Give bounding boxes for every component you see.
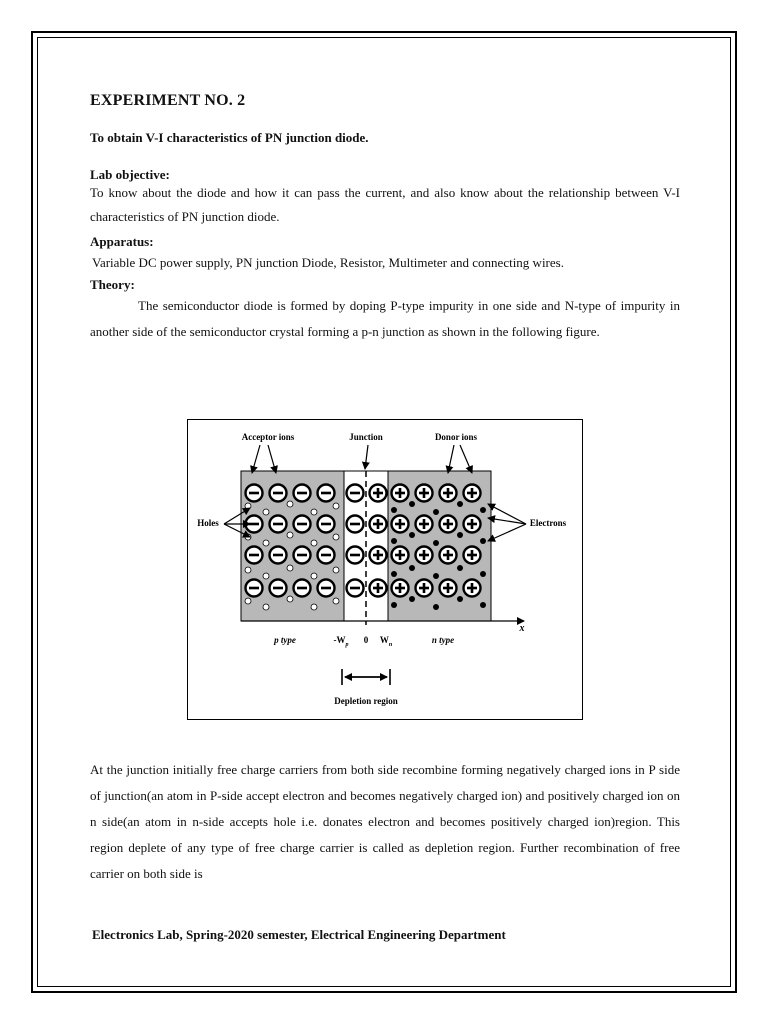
apparatus-text: Variable DC power supply, PN junction Diode, Resistor, Multimeter and connecting wires.	[92, 255, 564, 270]
depletion-acceptor-ion	[347, 516, 364, 533]
page-title: EXPERIMENT NO. 2	[90, 92, 246, 109]
acceptor-ion	[246, 485, 263, 502]
donor-ion	[416, 485, 433, 502]
electron	[480, 602, 486, 608]
hole	[263, 540, 269, 546]
p-type-label: p type	[274, 635, 296, 645]
electrons-arrow-3	[488, 524, 526, 541]
acceptor-ion	[294, 516, 311, 533]
acceptor-ion	[318, 580, 335, 597]
hole	[287, 565, 293, 571]
theory-paragraph-2: At the junction initially free charge carriers from both side recombine forming negatively charged ions in P side of junction(an atom in P-side accept electron and becomes negatively charged ion) and positively charged ion on n side(an atom in n-side accepts hole i.e. donates electron and becomes positively charged ion)region. This region deplete of any type of free charge carrier is called as depletion region. Further recombination of free carrier on both side is	[90, 762, 680, 881]
wn-label: $W_n$	[379, 635, 393, 648]
holes-label: Holes	[197, 518, 219, 528]
pn-junction-figure	[187, 419, 583, 720]
acceptor-ion	[270, 580, 287, 597]
acceptor-ions-label: Acceptor ions	[241, 432, 295, 442]
acceptor-ion	[318, 516, 335, 533]
hole	[311, 604, 317, 610]
electron	[480, 538, 486, 544]
acceptor-ion	[270, 516, 287, 533]
lab-objective-text: To know about the diode and how it can pass the current, and also know about the relationship between V-I characteristics of PN junction diode.	[90, 185, 680, 224]
acceptor-ion	[294, 580, 311, 597]
pn-junction-diagram	[188, 420, 582, 719]
electron	[457, 532, 463, 538]
depletion-donor-ion	[370, 547, 387, 564]
donor-ion	[440, 580, 457, 597]
electron	[409, 565, 415, 571]
electron	[409, 596, 415, 602]
electron	[433, 540, 439, 546]
donor-ion	[464, 547, 481, 564]
donor-ion	[416, 516, 433, 533]
electron	[391, 602, 397, 608]
lab-objective-heading: Lab objective:	[90, 167, 170, 182]
hole	[311, 509, 317, 515]
apparatus-heading: Apparatus:	[90, 234, 154, 249]
electrons-label: Electrons	[529, 518, 567, 528]
acceptor-ion	[294, 547, 311, 564]
depletion-donor-ion	[370, 580, 387, 597]
hole	[287, 501, 293, 507]
electron	[409, 532, 415, 538]
electron	[457, 565, 463, 571]
depletion-acceptor-ion	[347, 485, 364, 502]
electron	[391, 538, 397, 544]
acceptor-arrow-2	[268, 445, 276, 473]
theory-heading: Theory:	[90, 277, 135, 292]
donor-ion	[416, 547, 433, 564]
acceptor-ion	[318, 485, 335, 502]
electron	[433, 509, 439, 515]
theory-continued	[90, 757, 680, 887]
electron	[391, 571, 397, 577]
x-axis-label: x	[519, 623, 525, 634]
donor-ion	[392, 485, 409, 502]
n-type-label: n type	[431, 635, 455, 645]
acceptor-arrow-1	[252, 445, 260, 473]
acceptor-ion	[294, 485, 311, 502]
donor-ion	[464, 580, 481, 597]
donor-ion	[440, 485, 457, 502]
donor-ion	[464, 485, 481, 502]
electron	[480, 507, 486, 513]
neg-wp-label: $-W_p$	[333, 635, 349, 648]
hole	[333, 598, 339, 604]
electron	[433, 604, 439, 610]
electron	[457, 596, 463, 602]
donor-arrow-1	[448, 445, 454, 473]
donor-ion	[440, 516, 457, 533]
depletion-region-label: Depletion region	[334, 696, 398, 706]
donor-arrow-2	[460, 445, 472, 473]
depletion-acceptor-ion	[347, 580, 364, 597]
hole	[245, 567, 251, 573]
donor-ions-label: Donor ions	[434, 432, 478, 442]
junction-arrow	[365, 445, 368, 469]
page-footer: Electronics Lab, Spring-2020 semester, Electrical Engineering Department	[92, 927, 506, 942]
donor-ion	[392, 580, 409, 597]
acceptor-ion	[246, 580, 263, 597]
depletion-acceptor-ion	[347, 547, 364, 564]
hole	[333, 567, 339, 573]
hole	[263, 573, 269, 579]
acceptor-ion	[270, 547, 287, 564]
acceptor-ion	[246, 547, 263, 564]
junction-label: Junction	[349, 432, 383, 442]
experiment-aim: To obtain V-I characteristics of PN junction diode.	[90, 130, 369, 145]
document-body	[90, 92, 680, 345]
hole	[263, 509, 269, 515]
electron	[409, 501, 415, 507]
depletion-donor-ion	[370, 516, 387, 533]
donor-ion	[416, 580, 433, 597]
zero-label: 0	[363, 635, 369, 645]
donor-ion	[392, 516, 409, 533]
hole	[311, 540, 317, 546]
hole	[245, 598, 251, 604]
acceptor-ion	[318, 547, 335, 564]
electron	[391, 507, 397, 513]
hole	[263, 604, 269, 610]
hole	[311, 573, 317, 579]
hole	[287, 596, 293, 602]
theory-paragraph-1: The semiconductor diode is formed by doping P-type impurity in one side and N-type of impurity in another side of the semiconductor crystal forming a p-n junction as shown in the following figure.	[90, 298, 680, 339]
donor-ion	[464, 516, 481, 533]
hole	[245, 503, 251, 509]
hole	[333, 534, 339, 540]
hole	[333, 503, 339, 509]
donor-ion	[440, 547, 457, 564]
electron	[433, 573, 439, 579]
acceptor-ion	[270, 485, 287, 502]
electron	[480, 571, 486, 577]
hole	[287, 532, 293, 538]
depletion-donor-ion	[370, 485, 387, 502]
donor-ion	[392, 547, 409, 564]
electron	[457, 501, 463, 507]
